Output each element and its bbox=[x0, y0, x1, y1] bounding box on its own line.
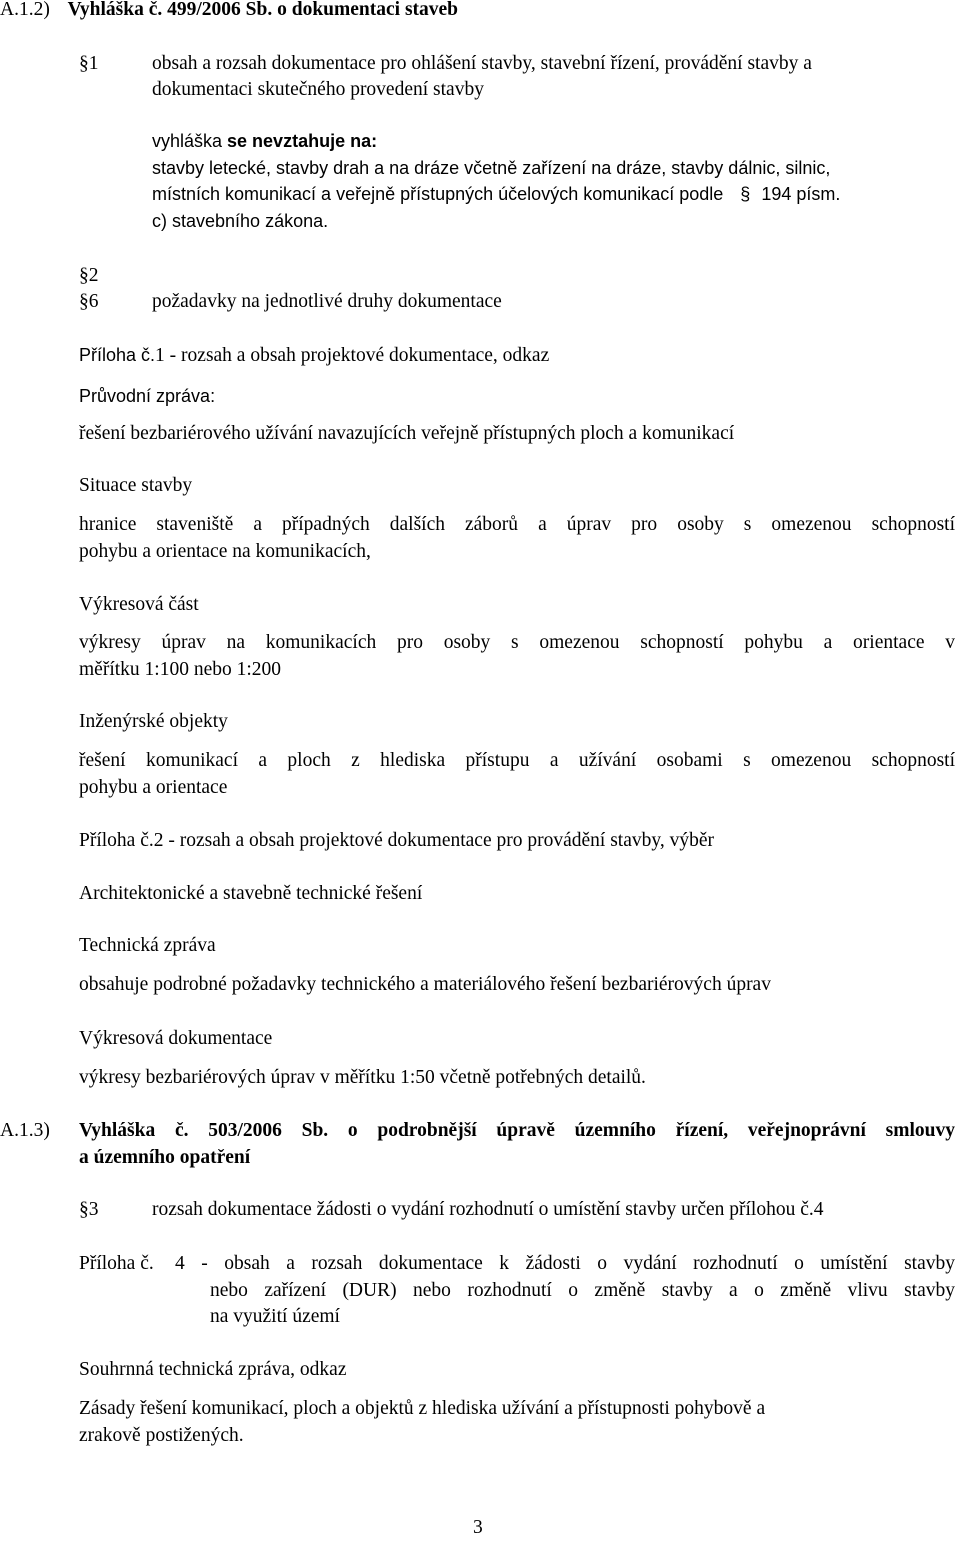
annex-heading: Příloha č.2 - rozsah a obsah projektové dokumentace pro provádění stavby, výběr bbox=[79, 830, 714, 851]
subsection-text: měřítku 1:100 nebo 1:200 bbox=[79, 659, 282, 680]
exemption-text: c) stavebního zákona. bbox=[152, 211, 329, 231]
exemption-text-b: 194 písm. bbox=[761, 184, 841, 204]
subsection-heading: Inženýrské objekty bbox=[79, 711, 228, 732]
subsection-heading: Výkresová dokumentace bbox=[79, 1028, 273, 1049]
paragraph-mark: §6 bbox=[79, 291, 99, 312]
paragraph-text: obsah a rozsah dokumentace pro ohlášení stavby, stavební řízení, provádění stavby a bbox=[152, 53, 812, 74]
paragraph-text: požadavky na jednotlivé druhy dokumentace bbox=[152, 291, 502, 312]
subsection-heading: Výkresová část bbox=[79, 594, 199, 615]
annex-heading bbox=[79, 1250, 154, 1277]
subsection-text: výkresy bezbariérových úprav v měřítku 1:50 včetně potřebných detailů. bbox=[79, 1067, 646, 1088]
exemption-heading-bold: se nevztahuje na: bbox=[222, 131, 378, 151]
subsection-heading: Technická zpráva bbox=[79, 935, 216, 956]
paragraph-mark: § bbox=[740, 184, 751, 204]
subsection-heading: Situace stavby bbox=[79, 475, 193, 496]
annex-text: 1 - rozsah a obsah projektové dokumentace, odkaz bbox=[155, 345, 550, 366]
subsection-text: výkresy úprav na komunikacích pro osoby s omezenou schopností pohybu a orientace v bbox=[79, 632, 955, 653]
subsection-text: zrakově postižených. bbox=[79, 1425, 244, 1446]
subsection-text: pohybu a orientace na komunikacích, bbox=[79, 541, 371, 562]
subsection-text: obsahuje podrobné požadavky technického a materiálového řešení bezbariérových úprav bbox=[79, 974, 771, 995]
subsection-text: řešení bezbariérového užívání navazujících veřejně přístupných ploch a komunikací bbox=[79, 423, 735, 444]
exemption-text bbox=[152, 181, 840, 208]
subsection-heading: Průvodní zpráva: bbox=[79, 386, 216, 406]
annex-text: 4 - obsah a rozsah dokumentace k žádosti o vydání rozhodnutí o umístění stavby bbox=[175, 1253, 955, 1274]
paragraph-text: dokumentaci skutečného provedení stavby bbox=[152, 79, 484, 100]
section-title-rest: o dokumentaci staveb bbox=[272, 0, 459, 20]
subsection-heading: Souhrnná technická zpráva, odkaz bbox=[79, 1359, 347, 1380]
paragraph-text: rozsah dokumentace žádosti o vydání rozhodnutí o umístění stavby určen přílohou č.4 bbox=[152, 1199, 824, 1220]
annex-text: na využití území bbox=[210, 1306, 340, 1327]
annex-label: Příloha č. bbox=[79, 345, 156, 365]
annex-heading bbox=[79, 342, 549, 369]
subsection-text: pohybu a orientace bbox=[79, 777, 228, 798]
subsection-text: řešení komunikací a ploch z hlediska přístupu a užívání osobami s omezenou schopností bbox=[79, 750, 955, 771]
page-number: 3 bbox=[473, 1517, 483, 1538]
section-number: A.1.3) bbox=[0, 1120, 50, 1141]
paragraph-mark: §2 bbox=[79, 265, 99, 286]
section-title: Vyhláška č. 499/2006 Sb. bbox=[67, 0, 273, 20]
exemption-text: stavby letecké, stavby drah a na dráze včetně zařízení na dráze, stavby dálnic, silnic, bbox=[152, 158, 831, 178]
paragraph-mark: §3 bbox=[79, 1199, 99, 1220]
paragraph-mark: §1 bbox=[79, 53, 99, 74]
annex-text: nebo zařízení (DUR) nebo rozhodnutí o změně stavby a o změně vlivu stavby bbox=[210, 1280, 955, 1301]
section-heading-a12 bbox=[0, 0, 458, 23]
exemption-text-a: místních komunikací a veřejně přístupných účelových komunikací podle bbox=[152, 184, 724, 204]
section-number: A.1.2) bbox=[0, 0, 50, 20]
section-title: Vyhláška č. 503/2006 Sb. o podrobnější úpravě územního řízení, veřejnoprávní smlouvy bbox=[79, 1120, 955, 1141]
subsection-text: hranice staveniště a případných dalších záborů a úprav pro osoby s omezenou schopností bbox=[79, 514, 955, 535]
subsection-text: Zásady řešení komunikací, ploch a objektů z hlediska užívání a přístupnosti pohybově a bbox=[79, 1398, 766, 1419]
subsection-heading: Architektonické a stavebně technické řešení bbox=[79, 883, 423, 904]
exemption-heading-plain: vyhláška bbox=[152, 131, 223, 151]
annex-label: Příloha č. bbox=[79, 1253, 154, 1274]
exemption-heading bbox=[152, 128, 377, 155]
section-title: a územního opatření bbox=[79, 1147, 251, 1168]
